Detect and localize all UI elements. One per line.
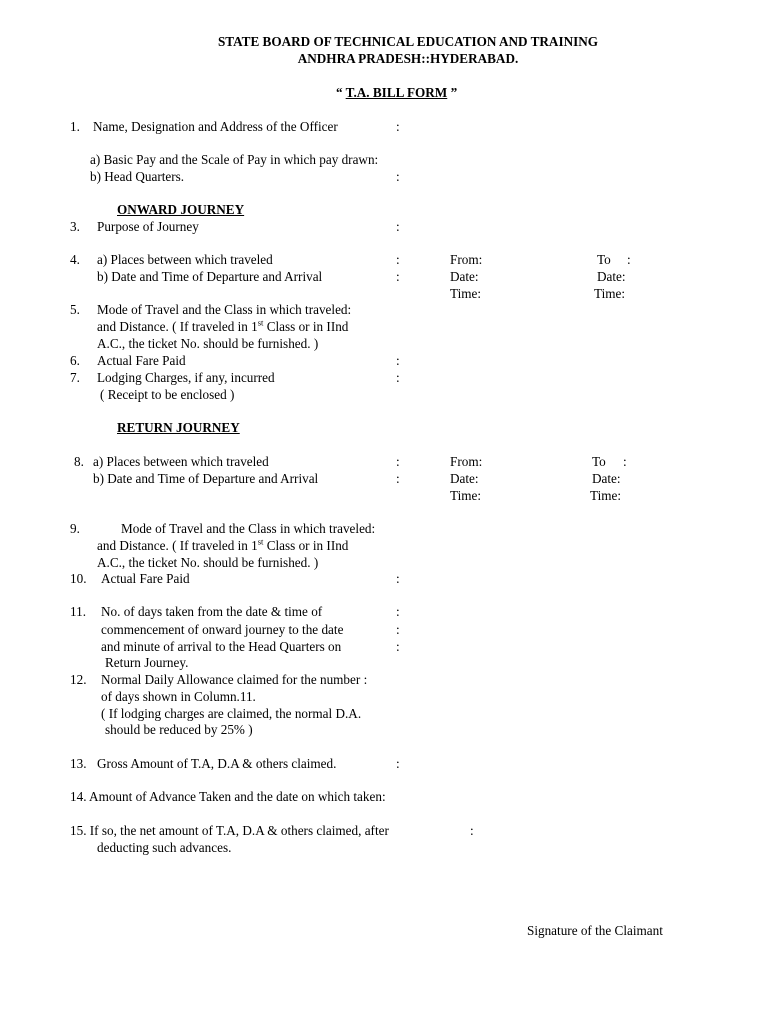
item-7-line-2: ( Receipt to be enclosed ) <box>100 387 235 402</box>
item-8b-colon: : <box>396 471 400 486</box>
item-4-departure-date-label: Date: <box>450 269 479 284</box>
item-4-to-colon: : <box>627 252 631 267</box>
item-8-to-label: To <box>592 454 606 469</box>
item-8-to-colon: : <box>623 454 627 469</box>
item-4-number: 4. <box>70 252 80 267</box>
item-6-colon: : <box>396 353 400 368</box>
item-12-line-1: Normal Daily Allowance claimed for the number : <box>101 672 368 687</box>
item-14-label: 14. Amount of Advance Taken and the date on which taken: <box>70 789 386 804</box>
item-11-line-4: Return Journey. <box>105 655 189 670</box>
item-8-number: 8. <box>74 454 84 469</box>
item-9-line-3: A.C., the ticket No. should be furnished. ) <box>97 555 319 570</box>
item-4a-label: a) Places between which traveled <box>97 252 273 267</box>
item-4-from-label: From: <box>450 252 483 267</box>
item-8-arrival-time-label: Time: <box>590 488 622 503</box>
item-7-number: 7. <box>70 370 80 385</box>
item-8a-colon: : <box>396 454 400 469</box>
item-9-line-1: Mode of Travel and the Class in which traveled: <box>121 521 376 536</box>
item-4-departure-time-label: Time: <box>450 286 482 301</box>
item-8-from-label: From: <box>450 454 483 469</box>
item-5-number: 5. <box>70 302 80 317</box>
form-title: “ T.A. BILL FORM ” <box>336 85 458 100</box>
item-5-line-2: and Distance. ( If traveled in 1st Class or in IInd <box>97 317 349 334</box>
item-8-departure-date-label: Date: <box>450 471 479 486</box>
item-4-arrival-time-label: Time: <box>594 286 626 301</box>
item-11-line-1: No. of days taken from the date & time of <box>101 604 323 619</box>
item-7-line-1: Lodging Charges, if any, incurred <box>97 370 275 385</box>
item-1b-label: b) Head Quarters. <box>90 169 185 184</box>
item-12-line-3: ( If lodging charges are claimed, the normal D.A. <box>101 706 362 721</box>
item-9-line-2: and Distance. ( If traveled in 1st Class or in IInd <box>97 536 349 553</box>
item-12-number: 12. <box>70 672 87 687</box>
item-8-departure-time-label: Time: <box>450 488 482 503</box>
item-11-line-2: commencement of onward journey to the date <box>101 622 344 637</box>
board-name: STATE BOARD OF TECHNICAL EDUCATION AND TRAINING <box>217 34 599 49</box>
item-12-line-4: should be reduced by 25% ) <box>105 722 253 737</box>
item-6-number: 6. <box>70 353 80 368</box>
item-4-to-label: To <box>597 252 611 267</box>
item-11-colon-1: : <box>396 604 400 619</box>
item-4a-colon: : <box>396 252 400 267</box>
item-12-line-2: of days shown in Column.11. <box>101 689 256 704</box>
item-1-number: 1. <box>70 119 80 134</box>
item-11-number: 11. <box>70 604 86 619</box>
item-11-colon-2: : <box>396 622 400 637</box>
onward-journey-heading: ONWARD JOURNEY <box>117 202 245 217</box>
return-journey-heading: RETURN JOURNEY <box>117 420 240 435</box>
item-15-line-2: deducting such advances. <box>97 840 232 855</box>
item-7-colon: : <box>396 370 400 385</box>
item-4-arrival-date-label: Date: <box>597 269 626 284</box>
item-3-colon: : <box>396 219 400 234</box>
item-8-arrival-date-label: Date: <box>592 471 621 486</box>
item-10-colon: : <box>396 571 400 586</box>
item-1a-label: a) Basic Pay and the Scale of Pay in which pay drawn: <box>90 152 379 167</box>
item-5-line-1: Mode of Travel and the Class in which traveled: <box>97 302 352 317</box>
item-13-colon: : <box>396 756 400 771</box>
item-5-line-3: A.C., the ticket No. should be furnished. ) <box>97 336 319 351</box>
item-6-label: Actual Fare Paid <box>97 353 186 368</box>
board-location: ANDHRA PRADESH::HYDERABAD. <box>297 51 519 66</box>
item-10-number: 10. <box>70 571 87 586</box>
item-8a-label: a) Places between which traveled <box>93 454 269 469</box>
item-1-label: Name, Designation and Address of the Officer <box>93 119 338 134</box>
item-13-number: 13. <box>70 756 87 771</box>
item-11-line-3: and minute of arrival to the Head Quarters on <box>101 639 342 654</box>
item-3-label: Purpose of Journey <box>97 219 199 234</box>
item-8b-label: b) Date and Time of Departure and Arrival <box>93 471 319 486</box>
signature-label: Signature of the Claimant <box>527 923 663 938</box>
item-3-number: 3. <box>70 219 80 234</box>
item-10-label: Actual Fare Paid <box>101 571 190 586</box>
item-11-colon-3: : <box>396 639 400 654</box>
item-4b-label: b) Date and Time of Departure and Arrival <box>97 269 323 284</box>
item-13-label: Gross Amount of T.A, D.A & others claimed. <box>97 756 337 771</box>
item-9-number: 9. <box>70 521 80 536</box>
item-15-line-1: 15. If so, the net amount of T.A, D.A & others claimed, after <box>70 823 389 838</box>
item-4b-colon: : <box>396 269 400 284</box>
item-1-colon: : <box>396 119 400 134</box>
item-15-colon: : <box>470 823 474 838</box>
item-1b-colon: : <box>396 169 400 184</box>
